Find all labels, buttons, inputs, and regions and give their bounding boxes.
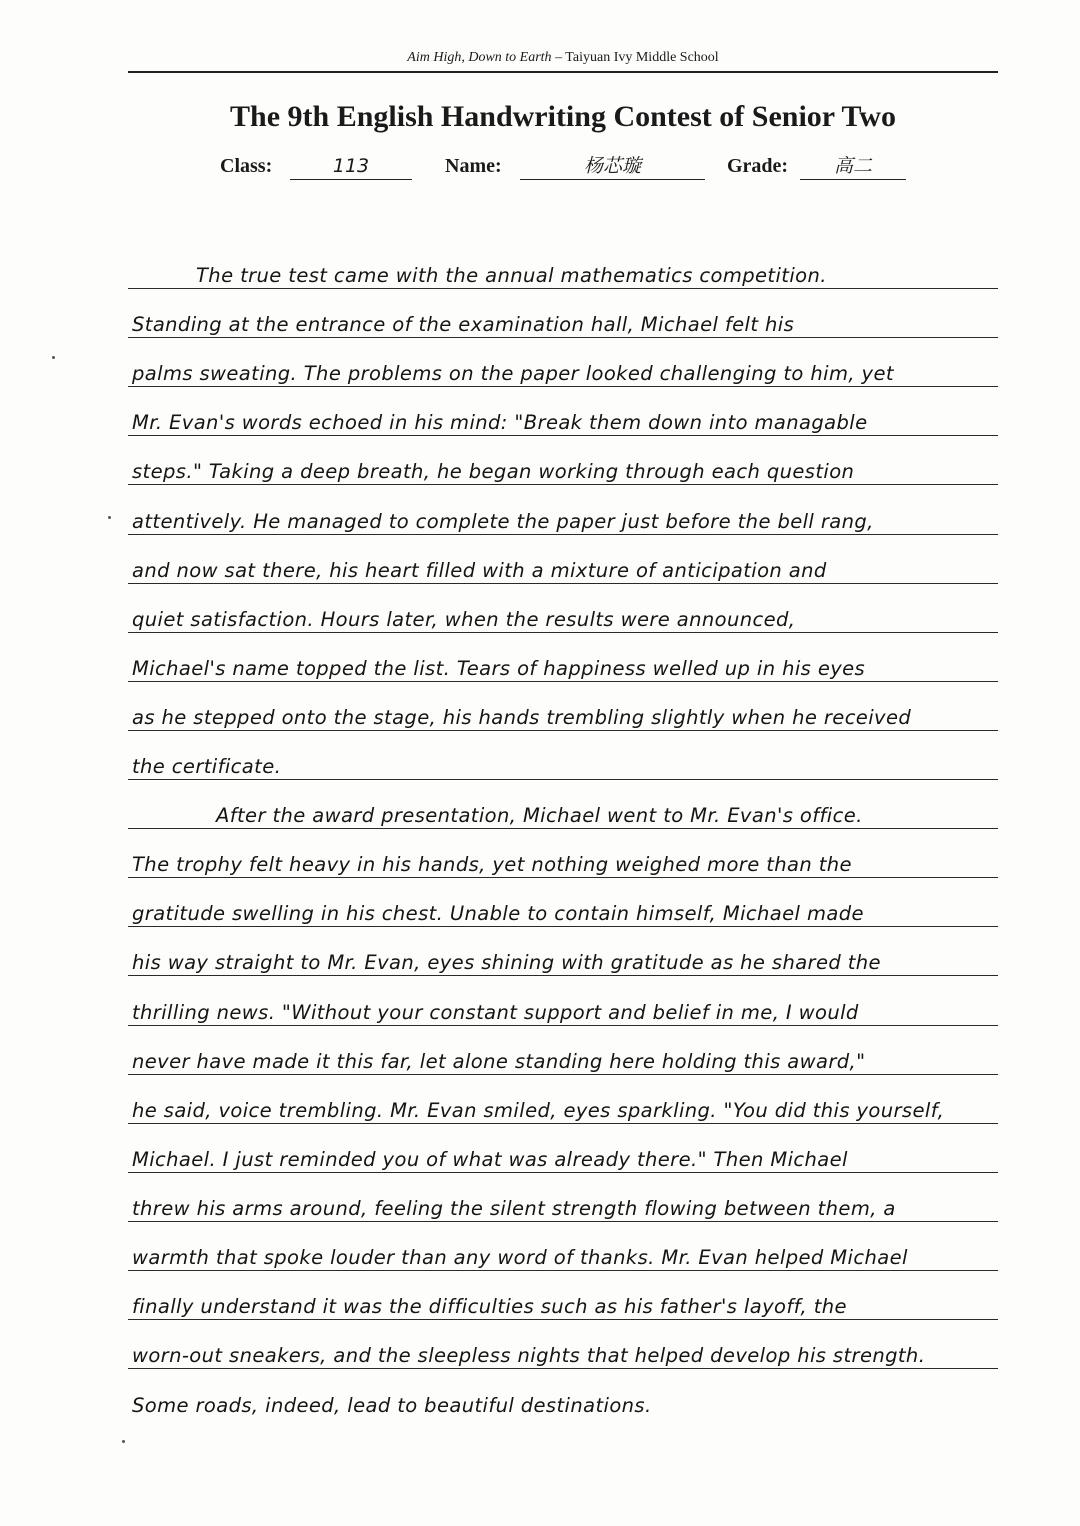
- writing-line: [128, 1222, 998, 1271]
- scan-speck: [52, 356, 55, 359]
- handwritten-text: worn-out sneakers, and the sleepless nights that helped develop his strength.: [132, 1344, 926, 1368]
- handwritten-text: The true test came with the annual mathematics competition.: [196, 264, 827, 288]
- writing-line: [128, 927, 998, 976]
- writing-line: [128, 780, 998, 829]
- handwritten-text: Standing at the entrance of the examination hall, Michael felt his: [132, 313, 795, 337]
- handwritten-text: warmth that spoke louder than any word of thanks. Mr. Evan helped Michael: [132, 1245, 908, 1269]
- writing-line: [128, 878, 998, 927]
- handwritten-text: and now sat there, his heart filled with a mixture of anticipation and: [132, 558, 827, 582]
- handwritten-text: Michael's name topped the list. Tears of happiness welled up in his eyes: [132, 656, 866, 680]
- handwritten-text: as he stepped onto the stage, his hands trembling slightly when he received: [132, 705, 912, 729]
- school-motto: Aim High, Down to Earth: [407, 50, 552, 65]
- class-label: Class:: [220, 155, 273, 177]
- handwritten-text: finally understand it was the difficulties such as his father's layoff, the: [132, 1295, 847, 1319]
- writing-line: [128, 1173, 998, 1222]
- handwritten-text: steps." Taking a deep breath, he began working through each question: [132, 460, 855, 484]
- writing-line: [128, 1026, 998, 1075]
- handwritten-text: threw his arms around, feeling the silent strength flowing between them, a: [132, 1196, 896, 1220]
- handwritten-text: Mr. Evan's words echoed in his mind: "Break them down into managable: [132, 411, 868, 435]
- writing-line: [128, 1124, 998, 1173]
- writing-line: [128, 633, 998, 682]
- handwritten-text: palms sweating. The problems on the paper looked challenging to him, yet: [132, 362, 894, 386]
- grade-value: 高二: [800, 155, 906, 180]
- writing-line: [128, 535, 998, 584]
- writing-line: [128, 338, 998, 387]
- grade-label: Grade:: [727, 155, 789, 177]
- writing-line: [128, 682, 998, 731]
- writing-line: [128, 976, 998, 1025]
- writing-line: [128, 485, 998, 534]
- writing-line: [128, 1075, 998, 1124]
- handwritten-text: Michael. I just reminded you of what was already there." Then Michael: [132, 1147, 848, 1171]
- writing-line: [128, 289, 998, 338]
- scan-speck: [122, 1440, 125, 1443]
- contest-title: The 9th English Handwriting Contest of Senior Two: [230, 100, 896, 133]
- handwritten-text: never have made it this far, let alone standing here holding this award,": [132, 1049, 866, 1073]
- writing-line: [128, 1271, 998, 1320]
- writing-line: [128, 436, 998, 485]
- writing-line: [128, 1369, 998, 1418]
- handwritten-text: quiet satisfaction. Hours later, when the results were announced,: [132, 607, 796, 631]
- handwritten-text: thrilling news. "Without your constant support and belief in me, I would: [132, 1000, 859, 1024]
- header-rule: [128, 71, 998, 73]
- handwritten-text: After the award presentation, Michael went to Mr. Evan's office.: [216, 804, 863, 828]
- writing-line: [128, 387, 998, 436]
- handwritten-text: he said, voice trembling. Mr. Evan smiled, eyes sparkling. "You did this yourself,: [132, 1098, 945, 1122]
- handwriting-area: [128, 240, 998, 1418]
- writing-line: [128, 240, 998, 289]
- handwritten-text: attentively. He managed to complete the paper just before the bell rang,: [132, 509, 874, 533]
- name-label: Name:: [445, 155, 502, 177]
- school-name: – Taiyuan Ivy Middle School: [551, 50, 719, 65]
- handwritten-text: The trophy felt heavy in his hands, yet nothing weighed more than the: [132, 853, 852, 877]
- writing-line: [128, 731, 998, 780]
- handwritten-text: his way straight to Mr. Evan, eyes shining with gratitude as he shared the: [132, 951, 881, 975]
- name-value: 杨芯璇: [520, 155, 705, 180]
- writing-line: [128, 584, 998, 633]
- writing-line: [128, 829, 998, 878]
- handwritten-text: the certificate.: [132, 755, 282, 779]
- writing-line: [128, 1320, 998, 1369]
- page-header: [128, 50, 998, 66]
- class-value: 113: [290, 155, 412, 180]
- handwritten-text: Some roads, indeed, lead to beautiful destinations.: [132, 1394, 652, 1418]
- handwritten-text: gratitude swelling in his chest. Unable to contain himself, Michael made: [132, 902, 864, 926]
- scan-speck: [108, 516, 111, 519]
